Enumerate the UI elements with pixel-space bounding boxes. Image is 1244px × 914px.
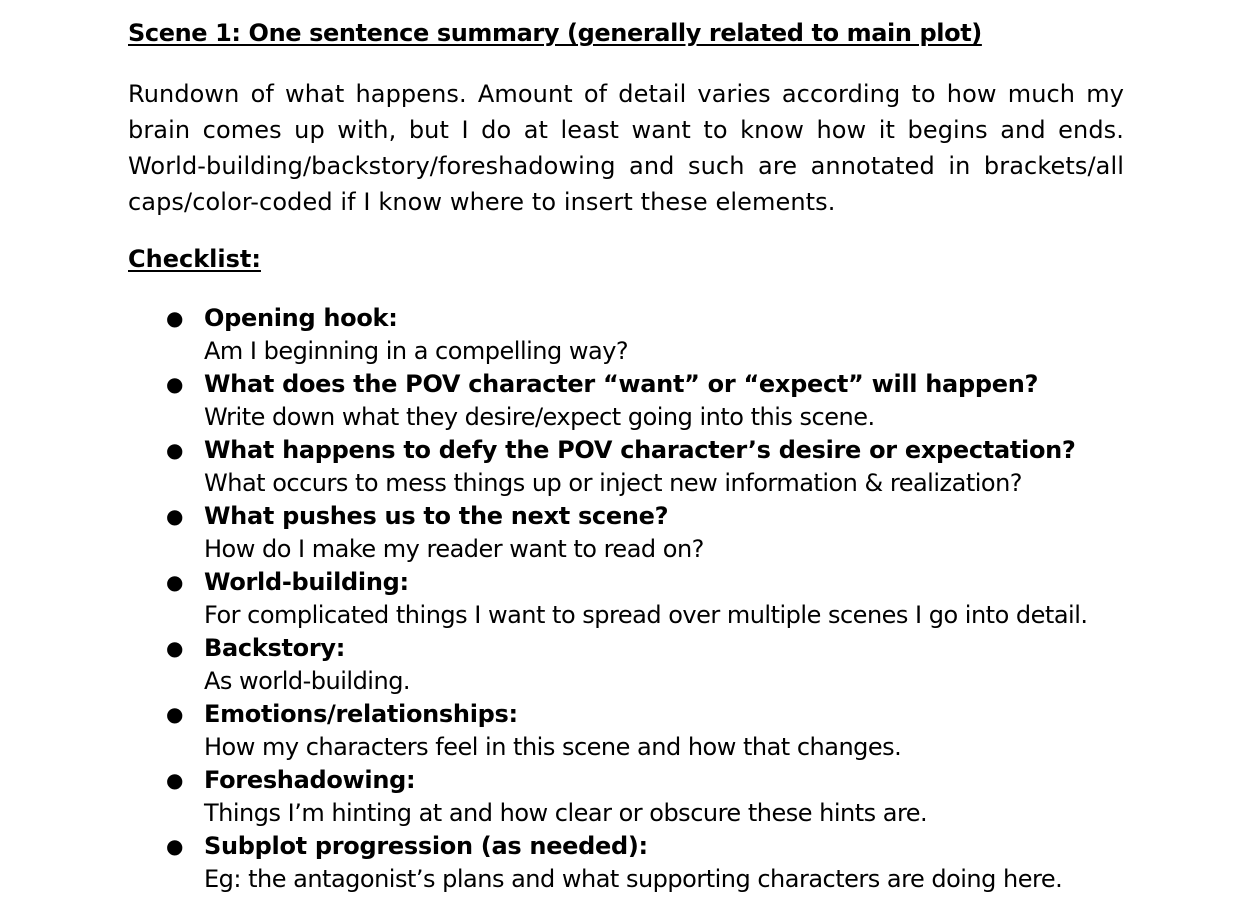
scene-summary: Rundown of what happens. Amount of detail varies according to how much my brain comes up with, but I do at least want to know how it begins and ends. World-building/backstory/foreshadowing and such are annotated in brackets/all caps/color-coded if I know where to insert these elements. [128, 80, 1124, 216]
bullet-icon: ● [166, 702, 184, 726]
bullet-icon: ● [166, 834, 184, 858]
bullet-icon: ● [166, 636, 184, 660]
scene-title: Scene 1: One sentence summary (generally related to main plot) [128, 19, 982, 47]
checklist-item-description: Things I’m hinting at and how clear or obscure these hints are. [204, 799, 928, 827]
document-page [128, 14, 1124, 896]
checklist-item-pov-want [128, 368, 1124, 434]
checklist-item-subplot [128, 830, 1124, 896]
bullet-icon: ● [166, 306, 184, 330]
checklist-item-heading: What does the POV character “want” or “expect” will happen? [204, 370, 1039, 398]
checklist-item-description: How do I make my reader want to read on? [204, 535, 704, 563]
checklist-item-next-scene [128, 500, 1124, 566]
checklist-item-emotions [128, 698, 1124, 764]
checklist-item-opening-hook [128, 302, 1124, 368]
checklist-item-description: Write down what they desire/expect going into this scene. [204, 403, 875, 431]
bullet-icon: ● [166, 438, 184, 462]
checklist-item-world-building [128, 566, 1124, 632]
checklist-item-heading: Backstory: [204, 634, 346, 662]
checklist-item-heading: What happens to defy the POV character’s desire or expectation? [204, 436, 1076, 464]
bullet-icon: ● [166, 768, 184, 792]
checklist-title: Checklist: [128, 245, 261, 273]
bullet-icon: ● [166, 570, 184, 594]
checklist-item-backstory [128, 632, 1124, 698]
checklist-item-description: What occurs to mess things up or inject new information & realization? [204, 469, 1023, 497]
checklist-item-heading: Emotions/relationships: [204, 700, 518, 728]
checklist-item-heading: What pushes us to the next scene? [204, 502, 669, 530]
checklist-item-description: Am I beginning in a compelling way? [204, 337, 629, 365]
checklist [128, 302, 1124, 896]
checklist-item-heading: Foreshadowing: [204, 766, 416, 794]
checklist-item-description: Eg: the antagonist’s plans and what supporting characters are doing here. [204, 865, 1063, 893]
checklist-item-heading: World-building: [204, 568, 409, 596]
checklist-item-heading: Subplot progression (as needed): [204, 832, 648, 860]
checklist-item-defy-expectation [128, 434, 1124, 500]
checklist-item-description: As world-building. [204, 667, 411, 695]
checklist-item-heading: Opening hook: [204, 304, 398, 332]
bullet-icon: ● [166, 372, 184, 396]
checklist-item-description: For complicated things I want to spread over multiple scenes I go into detail. [204, 601, 1088, 629]
checklist-item-description: How my characters feel in this scene and how that changes. [204, 733, 902, 761]
checklist-item-foreshadowing [128, 764, 1124, 830]
bullet-icon: ● [166, 504, 184, 528]
